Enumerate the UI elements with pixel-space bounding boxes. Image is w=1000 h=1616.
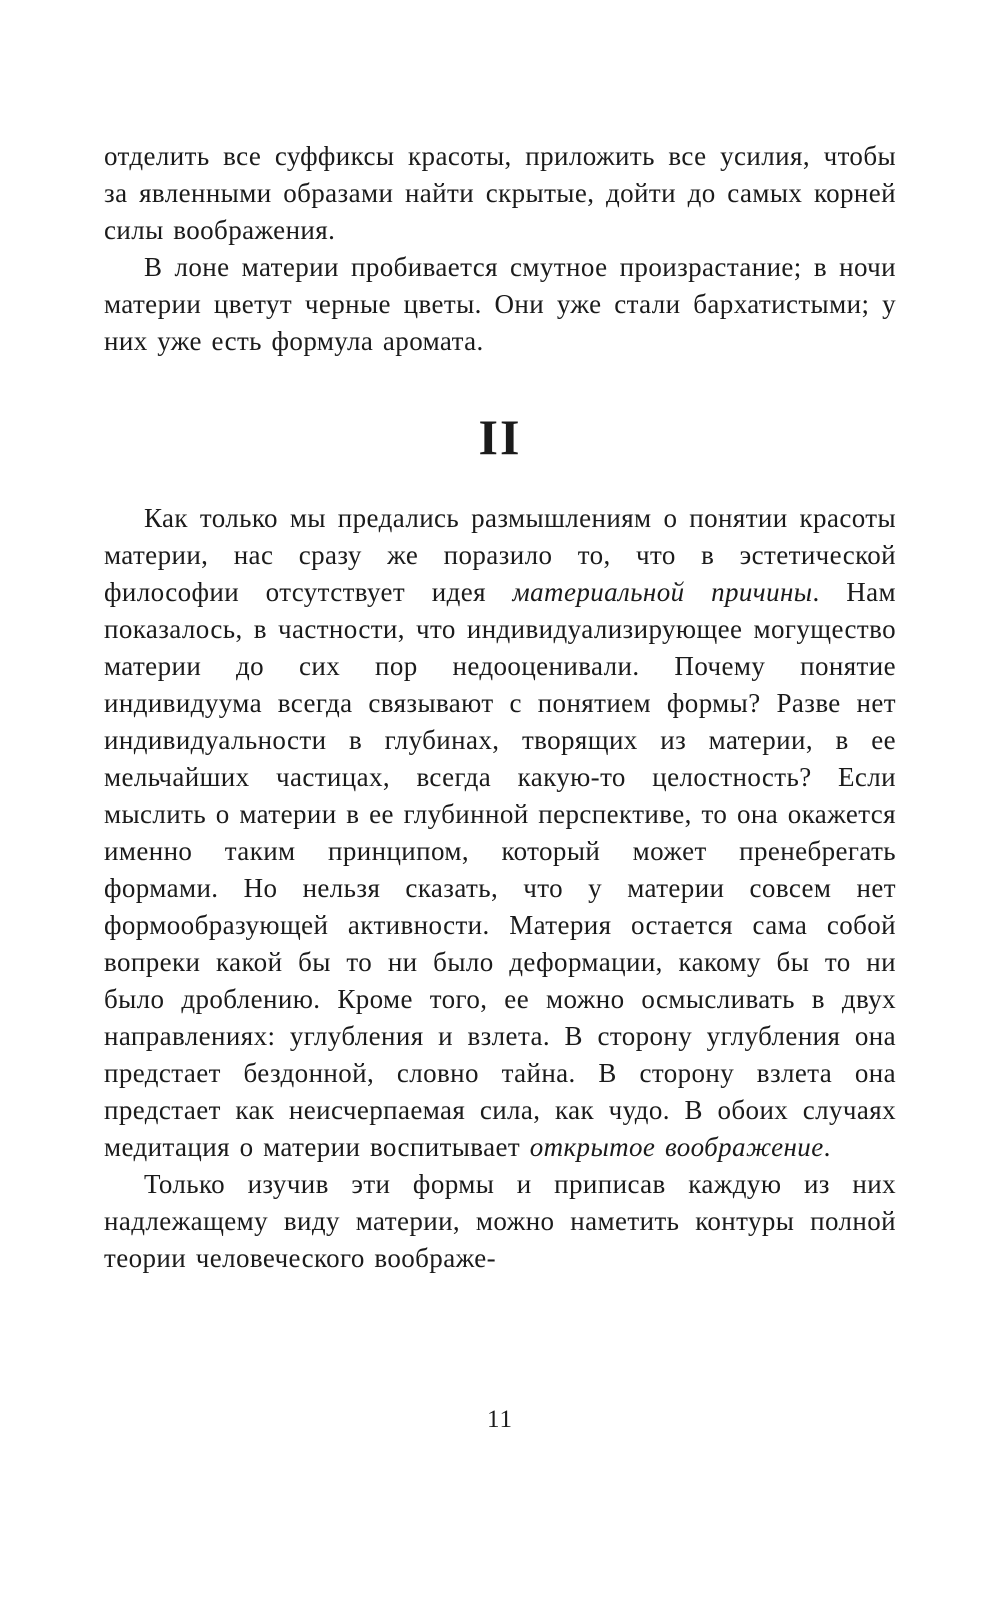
paragraph	[104, 1166, 896, 1277]
text-run: . Нам показалось, в частности, что индивидуализирующее могущество материи до сих пор недооценивали. Почему понятие индивидуума всегда связывают с понятием формы? Разве нет индивидуальности в глубинах, творящих из материи, в ее мельчайших частицах, всегда какую-то целостность? Если мыслить о материи в ее глубинной перспективе, то она окажется именно таким принципом, который может пренебрегать формами. Но нельзя сказать, что у материи совсем нет формообразующей активности. Материя остается сама собой вопреки какой бы то ни было деформации, какому бы то ни было дроблению. Кроме того, ее можно осмысливать в двух направлениях: углубления и взлета. В сторону углубления она предстает бездонной, словно тайна. В сторону взлета она предстает как неисчерпаемая сила, как чудо. В обоих случаях медитация о материи воспитывает	[104, 577, 896, 1162]
paragraph	[104, 500, 896, 1166]
italic-text-run: материальной причины	[512, 577, 813, 607]
section-heading: II	[478, 409, 522, 465]
page-number: 11	[486, 1406, 514, 1433]
text-run: Как только мы предались размышлениям о понятии красоты материи, нас сразу же поразило то, что в эстетической философии отсутствует идея	[104, 503, 896, 607]
text-column	[104, 138, 896, 1277]
text-run: отделить все суффиксы красоты, приложить все усилия, чтобы за явленными образами найти скрытые, дойти до самых корней силы воображения.	[104, 141, 896, 245]
text-run: .	[823, 1132, 831, 1162]
paragraph	[104, 138, 896, 249]
text-run: Только изучив эти формы и приписав каждую из них надлежащему виду материи, можно наметить контуры полной теории человеческого воображе-	[104, 1169, 896, 1273]
paragraph	[104, 249, 896, 360]
text-run: В лоне материи пробивается смутное произрастание; в ночи материи цветут черные цветы. Они уже стали бархатистыми; у них уже есть формула аромата.	[104, 252, 896, 356]
italic-text-run: открытое воображение	[529, 1132, 824, 1162]
